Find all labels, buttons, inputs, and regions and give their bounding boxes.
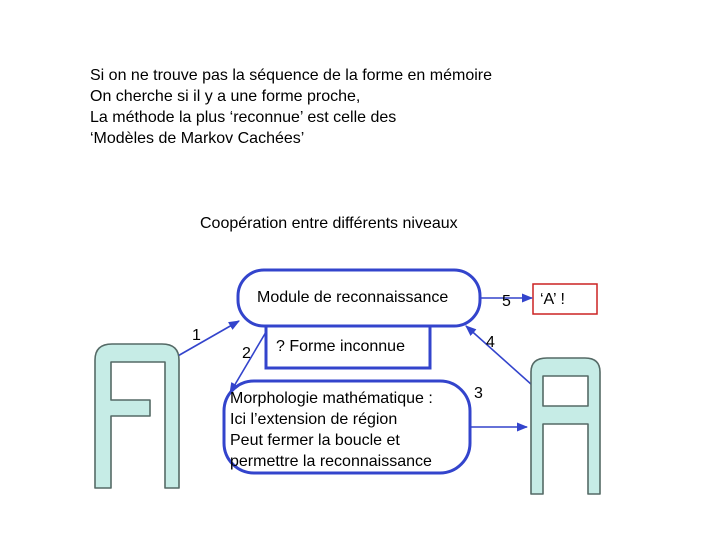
arrow-1	[176, 321, 239, 357]
unknown-label: ? Forme inconnue	[276, 338, 405, 355]
morphology-line-4: permettre la reconnaissance	[230, 453, 432, 470]
right-glyph-icon	[531, 358, 600, 494]
arrow-4	[466, 326, 532, 385]
intro-line-3: La méthode la plus ‘reconnue’ est celle des	[90, 109, 397, 126]
step-4-number: 4	[486, 334, 495, 351]
morphology-line-2: Ici l’extension de région	[230, 411, 398, 428]
intro-line-2: On cherche si il y a une forme proche,	[90, 88, 361, 105]
left-glyph-icon	[95, 344, 179, 488]
step-1-number: 1	[192, 327, 201, 344]
cooperation-title: Coopération entre différents niveaux	[200, 215, 458, 232]
step-5-number: 5	[502, 293, 511, 310]
step-2-number: 2	[242, 345, 251, 362]
module-label: Module de reconnaissance	[257, 289, 449, 306]
morphology-text	[230, 388, 433, 472]
result-label: ‘A’ !	[540, 291, 565, 308]
intro-line-1: Si on ne trouve pas la séquence de la forme en mémoire	[90, 67, 493, 84]
morphology-line-1: Morphologie mathématique :	[230, 390, 433, 407]
step-3-number: 3	[474, 385, 483, 402]
morphology-line-3: Peut fermer la boucle et	[230, 432, 400, 449]
intro-line-4: ‘Modèles de Markov Cachées’	[90, 130, 305, 147]
